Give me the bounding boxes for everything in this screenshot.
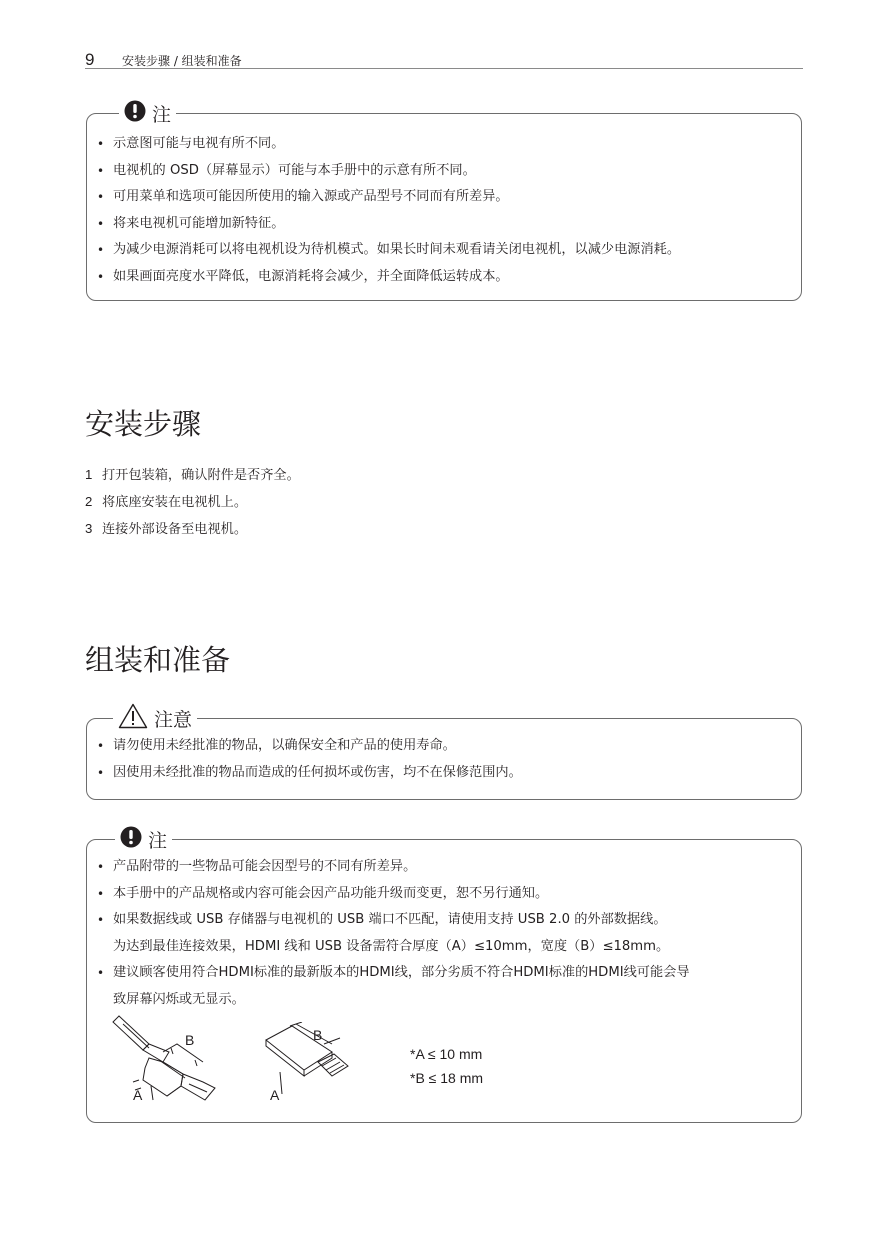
header-title: 安装步骤 / 组装和准备: [122, 54, 242, 68]
list-item: • 本手册中的产品规格或内容可能会因产品功能升级而变更，恕不另行通知。: [97, 881, 690, 908]
list-item: • 为减少电源消耗可以将电视机设为待机模式。如果长时间未观看请关闭电视机，以减少电源消耗。: [97, 237, 680, 264]
section-title-assembly: 组装和准备: [85, 643, 231, 677]
step-text: 打开包装箱，确认附件是否齐全。: [102, 468, 300, 483]
step-text: 连接外部设备至电视机。: [102, 522, 248, 537]
warning-triangle-icon: [118, 703, 148, 733]
caution-label: [113, 702, 197, 734]
page-header: [85, 48, 803, 69]
connector-specs: [410, 1042, 483, 1090]
note-label-text: 注: [152, 103, 172, 126]
list-item: • 产品附带的一些物品可能会因型号的不同有所差异。: [97, 854, 690, 881]
list-item: • 请勿使用未经批准的物品，以确保安全和产品的使用寿命。: [97, 733, 522, 760]
exclamation-icon: [120, 826, 142, 852]
hdmi-connector-diagram: [105, 1014, 235, 1104]
spec-b: *B ≤ 18 mm: [410, 1070, 484, 1086]
note-label: [115, 823, 172, 855]
caution-box: [86, 708, 802, 800]
list-item: • 如果画面亮度水平降低，电源消耗将会减少，并全面降低运转成本。: [97, 264, 680, 291]
list-item: • 建议顾客使用符合HDMI标准的最新版本的HDMI线，部分劣质不符合HDMI标准的HDMI线可能会导: [97, 960, 690, 987]
note-box: [86, 103, 802, 301]
page-number: 9: [85, 50, 95, 69]
note-label: [119, 97, 176, 129]
usb-label-b: B: [313, 1027, 323, 1043]
step-number: 1: [85, 467, 93, 482]
list-item: • 将来电视机可能增加新特征。: [97, 211, 680, 238]
step-number: 3: [85, 521, 93, 536]
hdmi-label-b: B: [185, 1032, 195, 1048]
install-steps: [85, 462, 300, 543]
list-item: • 因使用未经批准的物品而造成的任何损坏或伤害，均不在保修范围内。: [97, 760, 522, 787]
step-number: 2: [85, 494, 93, 509]
list-item-continued: 致屏幕闪烁或无显示。: [113, 991, 245, 1007]
step-item: [85, 516, 300, 543]
caution-label-text: 注意: [154, 708, 193, 731]
usb-label-a: A: [270, 1087, 280, 1103]
usb-connector-diagram: [262, 1022, 362, 1104]
section-title-install: 安装步骤: [85, 407, 202, 441]
list-item: • 电视机的 OSD（屏幕显示）可能与本手册中的示意有所不同。: [97, 158, 680, 185]
caution-list: [97, 733, 522, 786]
hdmi-label-a: A: [133, 1087, 143, 1103]
note-label-text: 注: [148, 829, 168, 852]
step-text: 将底座安装在电视机上。: [102, 495, 248, 510]
step-item: [85, 462, 300, 489]
list-item-continued: 为达到最佳连接效果，HDMI 线和 USB 设备需符合厚度（A）≤10mm，宽度（B）≤18mm。: [113, 938, 670, 954]
note-list: [97, 131, 680, 290]
exclamation-icon: [124, 100, 146, 126]
step-item: [85, 489, 300, 516]
spec-a: *A ≤ 10 mm: [410, 1046, 483, 1062]
list-item: • 如果数据线或 USB 存储器与电视机的 USB 端口不匹配，请使用支持 USB 2.0 的外部数据线。: [97, 907, 690, 934]
list-item: • 可用菜单和选项可能因所使用的输入源或产品型号不同而有所差异。: [97, 184, 680, 211]
list-item: • 示意图可能与电视有所不同。: [97, 131, 680, 158]
note-list: [97, 854, 690, 1013]
